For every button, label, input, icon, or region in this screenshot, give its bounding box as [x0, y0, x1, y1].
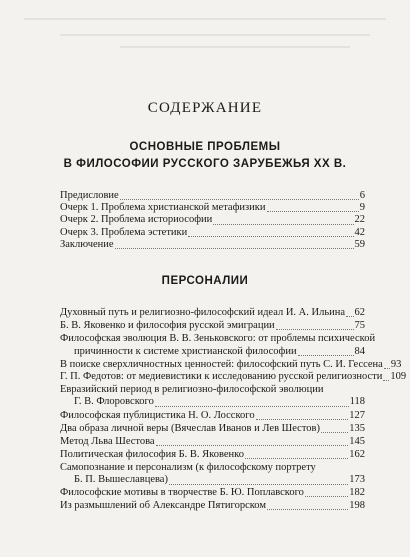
toc-entry[interactable] [60, 239, 365, 251]
toc-entry[interactable] [60, 500, 365, 512]
toc-entry-title: Философские мотивы в творчестве Б. Ю. Поплавского [60, 486, 304, 498]
toc-entry-title: Г. В. Флоровского [74, 396, 154, 408]
toc-entry[interactable] [60, 449, 365, 461]
leader-dots [298, 355, 354, 356]
toc-entry[interactable] [60, 370, 407, 383]
toc-entry[interactable] [60, 396, 365, 408]
leader-dots [115, 248, 354, 249]
toc-entry[interactable] [60, 346, 365, 358]
toc-entry[interactable] [60, 423, 365, 435]
toc-entry[interactable] [60, 358, 402, 371]
toc-entry-page: 6 [359, 190, 365, 201]
section-title-line-2: В ФИЛОСОФИИ РУССКОГО ЗАРУБЕЖЬЯ XX В. [63, 158, 347, 170]
toc-entry-page: 145 [349, 435, 365, 447]
toc-entry-page: 62 [354, 307, 365, 318]
leader-dots [267, 211, 359, 212]
toc-entry-page: 198 [349, 499, 365, 511]
leader-dots [267, 509, 348, 510]
leader-dots [155, 406, 349, 407]
toc-entry[interactable] [60, 410, 365, 422]
page-title: СОДЕРЖАНИЕ [147, 100, 263, 116]
toc-entry-title: Очерк 1. Проблема христианской метафизики [60, 202, 266, 214]
toc-entry-page: 173 [349, 474, 365, 486]
leader-dots [346, 316, 353, 317]
toc-entry-page: 118 [349, 396, 365, 408]
toc-section-1 [60, 190, 365, 251]
toc-entry-title: Политическая философия Б. В. Яковенко [60, 449, 244, 461]
leader-dots [384, 368, 390, 369]
toc-entry-first-line[interactable]: Евразийский период в религиозно-философской эволюции [60, 384, 324, 396]
show-through-line [120, 46, 350, 48]
toc-entry-page: 162 [349, 449, 365, 461]
toc-entry-title: Заключение [60, 238, 114, 250]
toc-entry-page: 135 [349, 422, 365, 434]
leader-dots [256, 419, 349, 420]
toc-entry-page: 182 [349, 486, 365, 498]
toc-entry-page: 75 [354, 320, 365, 332]
toc-entry-title: В поиске сверхличностных ценностей: философский путь С. И. Гессена [60, 358, 383, 370]
toc-entry-page: 9 [359, 202, 365, 214]
toc-entry[interactable] [60, 227, 365, 239]
toc-entry-first-line[interactable]: Самопознание и персонализм (к философскому портрету [60, 462, 316, 474]
leader-dots [188, 236, 353, 237]
leader-dots [276, 329, 354, 330]
toc-entry-title: Г. П. Федотов: от медиевистики к исследованию русской религиозности [60, 370, 383, 382]
toc-entry-title: Два образа личной веры (Вячеслав Иванов и Лев Шестов) [60, 422, 320, 434]
section-title-line-1: ОСНОВНЫЕ ПРОБЛЕМЫ [129, 141, 281, 153]
toc-entry-page: 59 [354, 238, 365, 250]
toc-entry-title: причинности к системе христианской философии [74, 345, 297, 357]
toc-entry-first-line[interactable]: Философская эволюция В. В. Зеньковского: от проблемы психической [60, 333, 376, 345]
toc-entry-title: Философская публицистика Н. О. Лосского [60, 409, 255, 421]
toc-entry-page: 109 [390, 370, 407, 382]
show-through-line [60, 34, 370, 36]
toc-entry[interactable] [60, 202, 365, 214]
leader-dots [120, 199, 359, 200]
leader-dots [156, 445, 349, 446]
show-through-line [24, 18, 386, 20]
toc-entry[interactable] [60, 487, 365, 499]
leader-dots [383, 380, 389, 381]
toc-entry[interactable] [60, 190, 365, 202]
toc-entry-title: Предисловие [60, 190, 119, 201]
leader-dots [213, 224, 353, 225]
toc-entry-page: 93 [390, 358, 402, 370]
leader-dots [321, 432, 348, 433]
toc-entry-title: Метод Льва Шестова [60, 435, 155, 447]
toc-entry[interactable] [60, 320, 365, 332]
toc-entry-page: 84 [354, 345, 365, 357]
toc-entry-title: Из размышлений об Александре Пятигорском [60, 499, 267, 511]
leader-dots [245, 458, 348, 459]
toc-entry[interactable] [60, 214, 365, 226]
leader-dots [169, 484, 348, 485]
toc-entry-title: Духовный путь и религиозно-философский идеал И. А. Ильина [60, 307, 346, 318]
leader-dots [305, 496, 348, 497]
toc-entry-title: Б. В. Яковенко и философия русской эмиграции [60, 320, 275, 332]
toc-entry-page: 42 [354, 226, 365, 238]
toc-entry[interactable] [60, 474, 365, 486]
toc-section-2 [60, 307, 407, 512]
toc-entry-title: Б. П. Вышеславцева) [74, 474, 168, 486]
toc-entry-page: 22 [354, 214, 365, 226]
toc-entry-title: Очерк 2. Проблема историософии [60, 214, 213, 226]
toc-entry-page: 127 [349, 409, 365, 421]
section-title-personalia: ПЕРСОНАЛИИ [161, 275, 249, 287]
toc-entry-title: Очерк 3. Проблема эстетики [60, 226, 188, 238]
toc-entry[interactable] [60, 307, 365, 319]
toc-entry[interactable] [60, 436, 365, 448]
